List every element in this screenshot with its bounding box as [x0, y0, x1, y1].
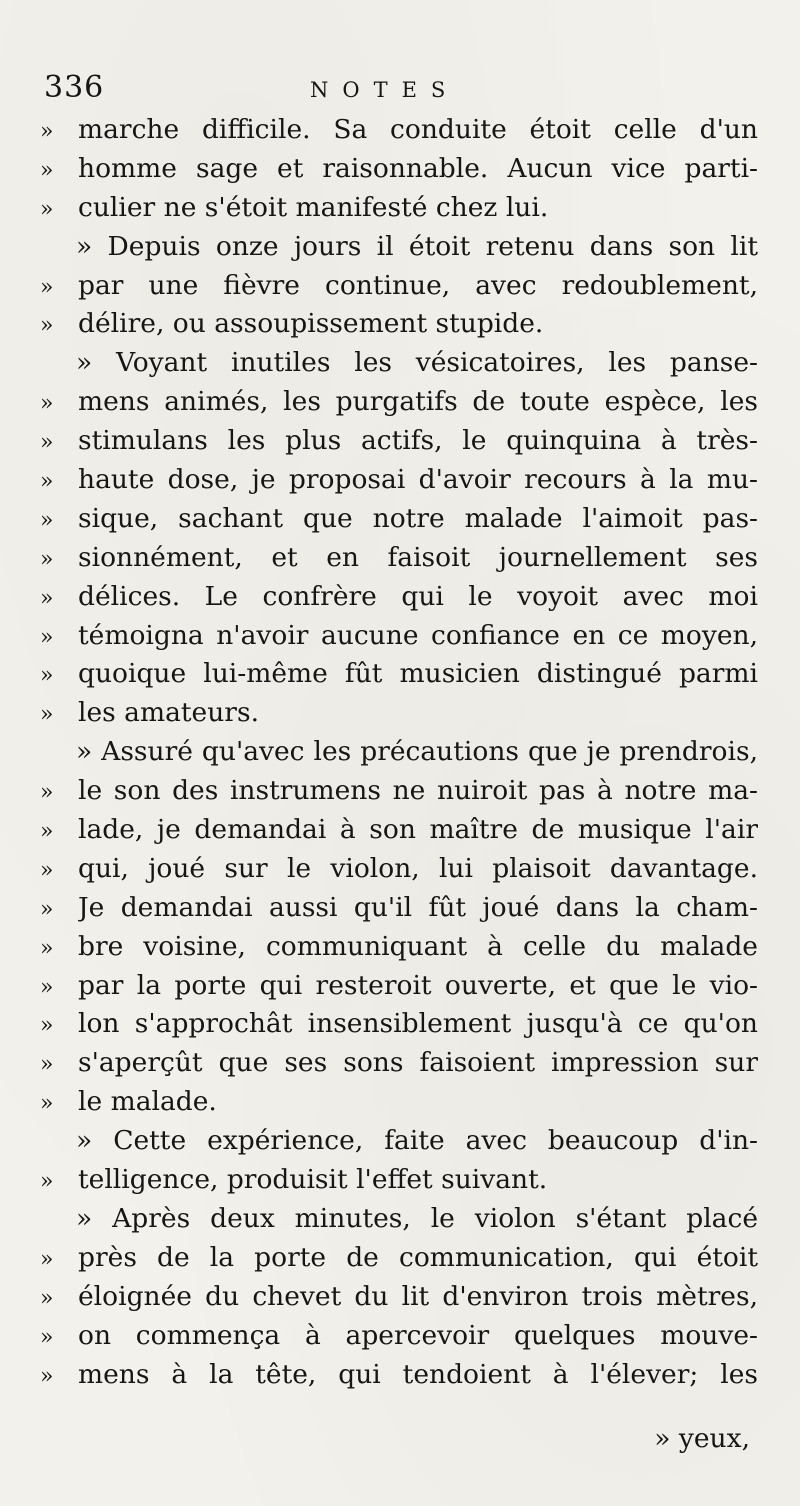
line-text: s'aperçût que ses sons faisoient impression sur [78, 1047, 758, 1079]
text-line [40, 889, 758, 928]
line-text: par la porte qui resteroit ouverte, et que le vio- [78, 969, 758, 1001]
page-number: 336 [44, 70, 105, 105]
line-text: haute dose, je proposai d'avoir recours à la mu- [78, 464, 758, 496]
line-text: » Assuré qu'avec les précautions que je prendrois, [76, 736, 758, 768]
quote-mark: » [40, 896, 54, 922]
text-line [40, 500, 758, 539]
quote-mark: » [40, 819, 54, 845]
line-text: les amateurs. [78, 697, 259, 729]
line-text: Je demandai aussi qu'il fût joué dans la cham- [78, 891, 758, 923]
running-head: NOTES [310, 78, 460, 102]
quote-mark: » [40, 974, 54, 1000]
quote-mark: » [40, 624, 54, 650]
line-text: le son des instrumens ne nuiroit pas à notre ma- [78, 775, 758, 807]
text-line [40, 655, 758, 694]
line-text: témoigna n'avoir aucune confiance en ce moyen, [78, 619, 758, 651]
quote-mark: » [40, 469, 54, 495]
quote-mark: » [40, 313, 54, 339]
quote-mark: » [40, 157, 54, 183]
quote-mark: » [40, 780, 54, 806]
line-text: qui, joué sur le violon, lui plaisoit davantage. [78, 852, 758, 884]
quote-mark: » [40, 1246, 54, 1272]
quote-mark: » [40, 1324, 54, 1350]
line-text: » Depuis onze jours il étoit retenu dans son lit [76, 230, 758, 262]
line-text: le malade. [78, 1086, 217, 1118]
line-text: sique, sachant que notre malade l'aimoit pas- [78, 502, 758, 534]
text-line [40, 539, 758, 578]
quote-mark: » [40, 119, 54, 144]
text-line [40, 228, 758, 267]
line-text: lade, je demandai à son maître de musique l'air [78, 814, 758, 846]
line-text: marche difficile. Sa conduite étoit celle d'un [78, 114, 758, 145]
text-line [40, 383, 758, 422]
line-text: bre voisine, communiquant à celle du malade [78, 930, 758, 962]
quote-mark: » [40, 702, 54, 728]
text-line [40, 811, 758, 850]
quote-mark: » [40, 1285, 54, 1311]
line-text: » Après deux minutes, le violon s'étant placé [76, 1202, 758, 1234]
line-text: lon s'approchât insensiblement jusqu'à ce qu'on [78, 1008, 758, 1040]
quote-mark: » [40, 1013, 54, 1039]
quote-mark: » [40, 1363, 54, 1389]
line-text: stimulans les plus actifs, le quinquina à très- [78, 425, 758, 457]
text-line [40, 772, 758, 811]
text-line [40, 1122, 758, 1161]
line-text: » Cette expérience, faite avec beaucoup d'in- [76, 1125, 758, 1157]
quote-mark: » [40, 935, 54, 961]
catchword: » yeux, [654, 1423, 750, 1454]
text-line [40, 1239, 758, 1278]
line-text: éloignée du chevet du lit d'environ trois mètres, [78, 1280, 758, 1312]
quote-mark: » [40, 857, 54, 883]
text-line [40, 111, 758, 150]
text-line [40, 344, 758, 383]
quote-mark: » [40, 430, 54, 456]
text-line [40, 694, 758, 733]
text-line [40, 1005, 758, 1044]
text-line [40, 422, 758, 461]
line-text: » Voyant inutiles les vésicatoires, les panse- [76, 347, 758, 379]
line-text: délire, ou assoupissement stupide. [78, 308, 544, 340]
text-line [40, 578, 758, 617]
line-text: délices. Le confrère qui le voyoit avec moi [78, 580, 758, 612]
text-line [40, 967, 758, 1006]
line-text: quoique lui-même fût musicien distingué parmi [78, 658, 758, 690]
text-line [40, 1278, 758, 1317]
text-line [40, 733, 758, 772]
quote-mark: » [40, 274, 54, 300]
text-line [40, 1317, 758, 1356]
line-text: par une fièvre continue, avec redoublement, [78, 269, 758, 301]
line-text: mens à la tête, qui tendoient à l'élever; les [78, 1358, 758, 1390]
body-text [40, 111, 758, 1394]
line-text: mens animés, les purgatifs de toute espèce, les [78, 386, 758, 418]
line-text: sionnément, et en faisoit journellement ses [78, 541, 758, 573]
quote-mark: » [40, 391, 54, 417]
text-line [40, 1161, 758, 1200]
text-line [40, 850, 758, 889]
text-line [40, 1083, 758, 1122]
quote-mark: » [40, 663, 54, 689]
text-line [40, 189, 758, 228]
text-line [40, 150, 758, 189]
line-text: culier ne s'étoit manifesté chez lui. [78, 191, 549, 223]
quote-mark: » [40, 585, 54, 611]
text-line [40, 461, 758, 500]
quote-mark: » [40, 546, 54, 572]
line-text: près de la porte de communication, qui étoit [78, 1241, 758, 1273]
text-line [40, 1044, 758, 1083]
line-text: homme sage et raisonnable. Aucun vice parti- [78, 152, 758, 184]
quote-mark: » [40, 1091, 54, 1117]
quote-mark: » [40, 1169, 54, 1195]
text-line [40, 267, 758, 306]
line-text: on commença à apercevoir quelques mouve- [78, 1319, 758, 1351]
text-line [40, 928, 758, 967]
text-line [40, 1200, 758, 1239]
text-line [40, 305, 758, 344]
quote-mark: » [40, 196, 54, 222]
text-line [40, 1356, 758, 1395]
line-text: telligence, produisit l'effet suivant. [78, 1164, 548, 1196]
quote-mark: » [40, 1052, 54, 1078]
quote-mark: » [40, 507, 54, 533]
text-line [40, 617, 758, 656]
